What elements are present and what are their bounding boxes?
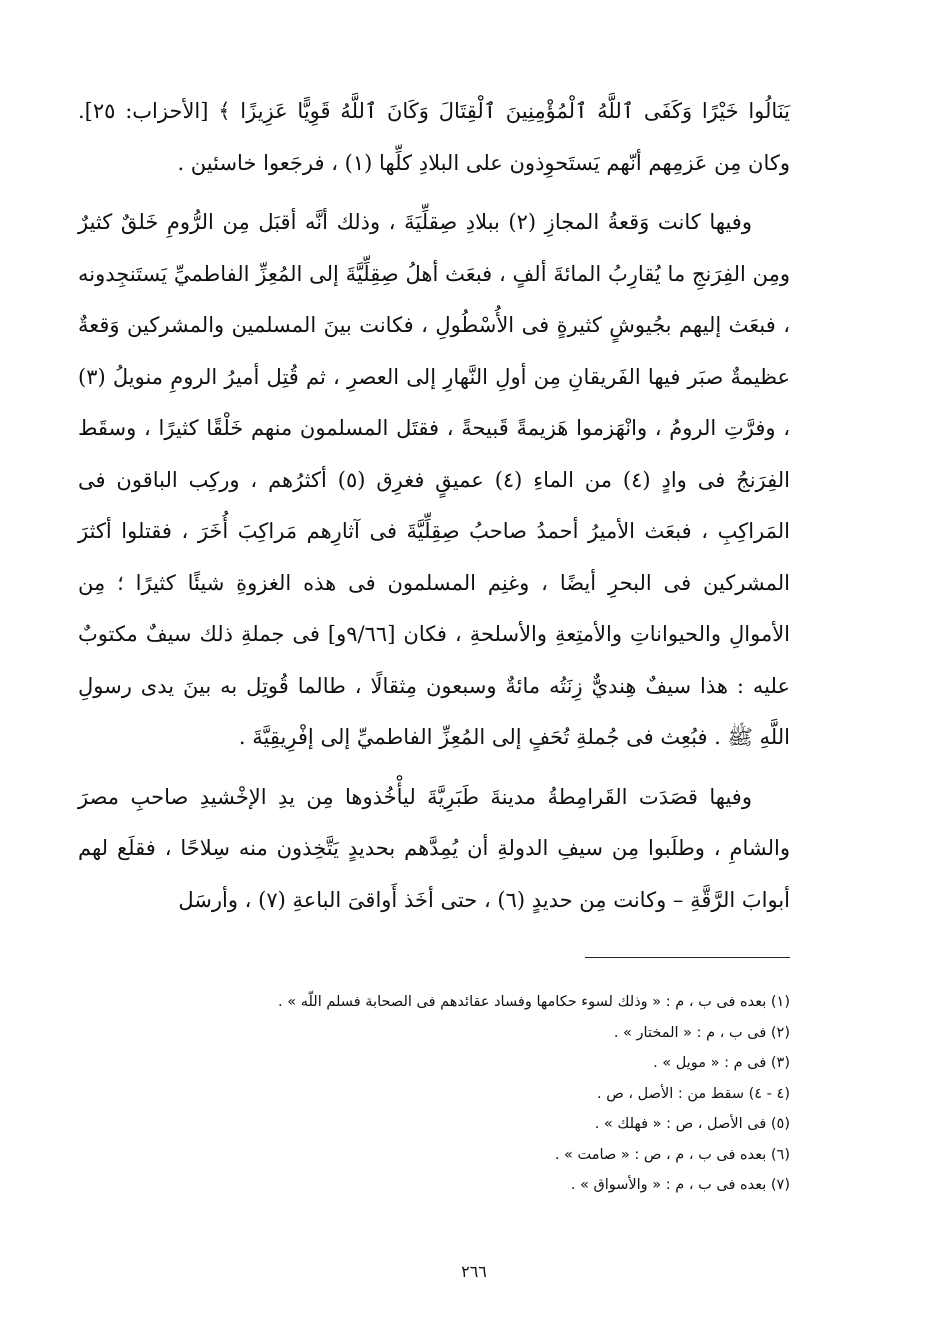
paragraph-battle-of-majaz: وفيها كانت وَقعةُ المجازِ (٢) ببلادِ صِقلِّيَةَ ، وذلك أنَّه أقبَل مِن الرُّومِ خَلقٌ كثيرٌ ومِن الفِرَنجِ ما يُقارِبُ المائةَ ألفٍ ، فبعَث أهلُ صِقِلِّيَّةَ إلى المُعِزِّ الفاطميِّ يَستَنجِدونه ، فبعَث إليهم بجُيوشٍ كثيرةٍ فى الأُسْطُولِ ، فكانت بينَ المسلمين والمشركين وَقعةٌ عظيمةٌ صبَر فيها الفَريقانِ مِن أولِ النَّهارِ إلى العصرِ ، ثم قُتِل أميرُ الرومِ منويلُ (٣) ، وفرَّتِ الرومُ ، وانْهَزموا هَزيمةً قَبيحةً ، فقتَل المسلمون منهم خَلْقًا كثيرًا ، وسقَط الفِرَنجُ فى وادٍ (٤) من الماءِ (٤) عميقٍ فغرِق (٥) أكثرُهم ، وركِب الباقون فى المَراكِبِ ، فبعَث الأميرُ أحمدُ صاحبُ صِقِلِّيَّةَ فى آثارِهم مَراكِبَ أُخَرَ ، فقتلوا أكثرَ المشركين فى البحرِ أيضًا ، وغنِم المسلمون فى هذه الغزوةِ شيئًا كثيرًا ؛ مِن الأموالِ والحيواناتِ والأمتِعةِ والأسلحةِ ، فكان [٩/٦٦و] فى جملةِ ذلك سيفٌ مكتوبٌ عليه : هذا سيفٌ هِنديٌّ زِنَتُه مائةٌ وسبعون مِثقالًا ، طالما قُوتِل به بينَ يدى رسولِ اللَّهِ ﷺ . فبُعِث فى جُملةِ تُحَفٍ إلى المُعِزِّ الفاطميِّ إلى إفْرِيقِيَّةَ . (78, 210, 790, 749)
footnote-1: (١) بعده فى ب ، م : « وذلك لسوء حكامها وفساد عقائدهم فى الصحابة فسلم اللّه » . (278, 994, 790, 1010)
footnote-7: (٧) بعده فى ب ، م : « والأسواق » . (570, 1177, 790, 1193)
footnote-4: (٤ - ٤) سقط من : الأصل ، ص . (597, 1085, 790, 1102)
paragraph-qaramita-tiberias: وفيها قصَدَت القَرامِطةُ مدينةَ طَبَرِيَّةَ ليأْخُذوها مِن يدِ الإخْشيدِ صاحبِ مصرَ والشامِ ، وطلَبوا مِن سيفِ الدولةِ أن يُمِدَّهم بحديدٍ يَتَّخِذون منه سِلاحًا ، فقلَع لهم أبوابَ الرَّقَّةِ – وكانت مِن حديدٍ (٦) ، حتى أخَذ أَواقىَ الباعةِ (٧) ، وأرسَل (78, 784, 790, 912)
footnote-5: (٥) فى الأصل ، ص : « فهلك » . (594, 1116, 790, 1132)
footnote-2: (٢) فى ب ، م : « المختار » . (613, 1024, 790, 1041)
main-text (78, 86, 790, 926)
page-number: ٢٦٦ (461, 1262, 487, 1281)
footnote-6: (٦) بعده فى ب ، م ، ص : « صامت » . (554, 1146, 790, 1163)
paragraph-quran-continuation: يَنَالُوا خَيْرًا وَكَفَى ٱللَّهُ ٱلْمُؤْمِنِينَ ٱلْقِتَالَ وَكَانَ ٱللَّهُ قَوِيًّا عَزِيزًا ﴾ [الأحزاب: ٢٥]. وكان مِن عَزمِهم أنّهم يَستَحوِذون على البلادِ كلِّها (١) ، فرجَعوا خاسئين . (78, 99, 790, 175)
footnote-separator (585, 957, 790, 958)
footnote-3: (٣) فى م : « مويل » . (653, 1055, 790, 1071)
footnotes (120, 987, 790, 1201)
